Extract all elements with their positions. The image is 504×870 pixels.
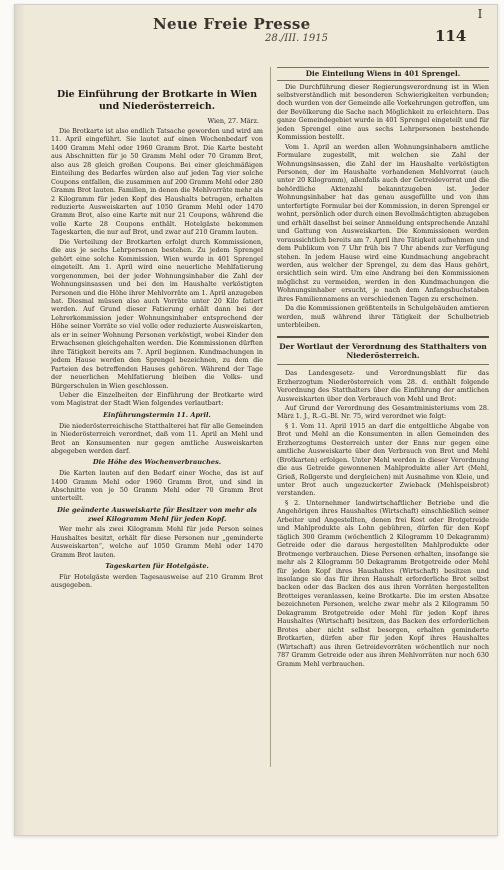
dateline: Wien, 27. März. <box>207 116 259 125</box>
paragraph: Ueber die Einzelheiten der Einführung der Brotkarte wird vom Magistrat der Stadt Wien folgendes verlautbart: <box>51 391 263 408</box>
section-title: Der Wortlaut der Verordnung des Statthalters von Niederösterreich. <box>279 341 487 360</box>
subheading: Die Höhe des Wochenverbrauches. <box>92 458 222 467</box>
handwritten-date: 28./III. 1915 <box>265 33 328 44</box>
paragraph: Die Brotkarte ist also endlich Tatsache geworden und wird am 11. April eingeführt. Sie lautet auf einen Wochenbedarf von 1400 Gramm Mehl oder 1960 Gramm Brot. Die Karte besteht aus Abschnitten für je 50 Gramm Mehl oder 70 Gramm Brot, also aus 28 gleich großen Coupons. Bei einer gleichmäßigen Einteilung des Bedarfes würden also auf jeden Tag vier solche Coupons entfallen, die zusammen auf 200 Gramm Mehl oder 280 Gramm Brot lauten. Familien, in denen die Mehlvorräte mehr als 2 Kilogramm für jeden Kopf des Haushalts betragen, erhalten reduzierte Ausweiskarten auf 1050 Gramm Mehl oder 1470 Gramm Brot, also eine Karte mit nur 21 Coupons, während die volle Karte 28 Coupons enthält. Hotelgäste bekommen Tageskarten, die nur auf Brot, und zwar auf 210 Gramm lauten. <box>51 126 263 237</box>
paragraph: Da die Kommissionen größtenteils in Schulgebäuden amtieren werden, muß während ihrer Tätigkeit der Schulbetrieb unterbleiben. <box>277 304 489 330</box>
paragraph: Auf Grund der Verordnung des Gesamtministeriums vom 28. März 1. J., R.-G.-Bl. Nr. 75, wird verordnet wie folgt: <box>277 403 489 421</box>
right-column <box>277 67 489 669</box>
paragraph: § 1. Vom 11. April 1915 an darf die entgeltliche Abgabe von Brot und Mehl an die Konsumenten in allen Gemeinden des Erzherzogtums Oesterreich unter der Enns nur gegen eine amtliche Ausweiskarte über den Verbrauch von Brot und Mehl (Brotkarten) erfolgen. Unter Mehl werden in dieser Verordnung die aus Getreide gewonnenen Mahlprodukte aller Art (Mehl, Grieß, Rollgerste und dergleichen) mit Ausnahme von Kleie, und unter Brot auch ungezuckerter Zwieback (Mehlspeisbrot) verstanden. <box>277 421 489 498</box>
subheading: Die geänderte Ausweiskarte für Besitzer von mehr als zwei Kilogramm Mehl für jeden Kopf. <box>57 505 257 523</box>
paragraph: Wer mehr als zwei Kilogramm Mehl für jede Person seines Haushaltes besitzt, erhält für diese Personen nur „geminderte Ausweiskarten“, welche auf 1050 Gramm Mehl oder 1470 Gramm Brot lauten. <box>51 525 263 559</box>
paragraph: Vom 1. April an werden allen Wohnungsinhabern amtliche Formulare zugestellt, mit welchen sie Zahl der Wohnungsinsassen, die Zahl der im Haushalte verköstigten Personen, der im Haushalte vorhandenen Mehlvorrat (auch unter 20 Kilogramm), allenfalls auch der Getreidevorrat und die behördliche Aktenzahl bekanntzugeben ist. Jeder Wohnungsinhaber hat das genau ausgefüllte und von ihm unterfertigte Formular bei der Kommission, in deren Sprengel er wohnt, persönlich oder durch einen Bevollmächtigten abzugeben und erhält daselbst bei seiner Anmeldung entsprechende Anzahl und Gattung von Ausweiskarten. Die Kommissionen werden voraussichtlich bereits am 7. April ihre Tätigkeit aufnehmen und dem Publikum von 7 Uhr früh bis 7 Uhr abends zur Verfügung stehen. In jedem Hause wird eine Kundmachung angebracht werden, aus welcher der Sprengel, zu dem das Haus gehört, ersichtlich sein wird. Um eine Andrang bei den Kommissionen möglichst zu vermeiden, werden in den Kundmachungen die Wohnungsinhaber ersucht, je nach dem Anfangsbuchstaben ihres Familiennamens an verschiedenen Tagen zu erscheinen. <box>277 142 489 303</box>
masthead <box>15 5 497 65</box>
paragraph: Die niederösterreichische Statthalterei hat für alle Gemeinden in Niederösterreich verordnet, daß vom 11. April an Mehl und Brot an Konsumenten nur gegen amtliche Ausweiskarten abgegeben werden darf. <box>51 421 263 455</box>
left-column <box>51 71 263 591</box>
paper-name: Neue Freie Presse <box>153 15 311 33</box>
page-number: 114 <box>435 27 467 45</box>
paragraph: Die Karten lauten auf den Bedarf einer Woche, das ist auf 1400 Gramm Mehl oder 1960 Gramm Brot, und sind in Abschnitte von je 50 Gramm Mehl oder 70 Gramm Brot unterteilt. <box>51 469 263 503</box>
clipping-shadow-edge <box>15 5 25 835</box>
section-rule <box>277 336 489 338</box>
newspaper-clipping <box>14 4 498 836</box>
section-title: Die Einteilung Wiens in 401 Sprengel. <box>277 67 489 81</box>
paragraph: Die Durchführung dieser Regierungsverordnung ist in Wien selbstverständlich mit besonderen Schwierigkeiten verbunden; doch wurden von der Gemeinde alle Vorkehrungen getroffen, um der Bevölkerung die Sache nach Möglichkeit zu erleichtern. Das ganze Gemeindegebiet wurde in 401 Sprengel eingeteilt und für jeden Sprengel eine aus sechs Lehrpersonen bestehende Kommission bestellt. <box>277 82 489 142</box>
section-rule <box>277 364 489 365</box>
paragraph: Die Verteilung der Brotkarten erfolgt durch Kommissionen, die aus je sechs Lehrpersonen bestehen. Zu jedem Sprengel gehört eine solche Kommission. Wien wurde in 401 Sprengel eingeteilt. Am 1. April wird eine neuerliche Mehlfatierung vorgenommen, bei der jeder Wohnungsinhaber die Zahl der Wohnungsinsassen und bei den im Haushalte verköstigten Personen und die Höhe ihrer Mehlvorräte am 1. April anzugeben hat. Diesmal müssen also auch Vorräte unter 20 Kilo fatiert werden. Auf Grund dieser Fatierung erhält dann bei der Lehrerkommission jeder Wohnungsinhaber entsprechend der Höhe seiner Vorräte so viel volle oder reduzierte Ausweiskarten, als er in seiner Wohnung Personen verköstigt, wobei Kinder den Erwachsenen gleichgehalten werden. Die Kommissionen dürften ihre Tätigkeit bereits am 7. April beginnen. Kundmachungen in jedem Hause werden den Sprengel bezeichnen, zu dem die Parteien des betreffenden Hauses gehören. Während der Tage der neuerlichen Mehlfatierung bleiben die Volks- und Bürgerschulen in Wien geschlossen. <box>51 237 263 390</box>
paragraph: Das Landesgesetz- und Verordnungsblatt für das Erzherzogtum Niederösterreich vom 28. d. enthält folgende Verordnung des Statthalters über die Einführung der amtlichen Ausweiskarten über den Verbrauch von Mehl und Brot: <box>277 369 489 403</box>
column-divider <box>270 67 271 767</box>
subheading: Einführungstermin 11. April. <box>103 410 211 419</box>
subheading: Tageskarten für Hotelgäste. <box>105 562 209 571</box>
paragraph: § 2. Unternehmer landwirtschaftlicher Betriebe und die Angehörigen ihres Haushaltes (Wirtschaft) einschließlich seiner Arbeiter und Angestellten, denen frei Kost oder Brotgetreide und Mahlprodukte als Lohn gebühren, dürfen für den Kopf täglich 300 Gramm (wöchentlich 2 Kilogramm 10 Dekagramm) Getreide oder die daraus hergestellten Mahlprodukte oder Brotmenge verbrauchen. Diese Personen erhalten, insofange sie mehr als 2 Kilogramm 50 Dekagramm Brotgetreide oder Mehl für jeden Kopf ihres Haushaltes (Wirtschaft) besitzen und insolange sie das für ihren Haushalt erforderliche Brot selbst backen oder das Backen des aus ihren Vorräten hergestellten Brotteiges veranlassen, keine Brotkarte. Die im ersten Absatze bezeichneten Personen, welche zwar mehr als 2 Kilogramm 50 Dekagramm Brotgetreide oder Mehl für jeden Kopf ihres Haushaltes (Wirtschaft) besitzen, das Backen des erforderlichen Brotes aber nicht selbst besorgen, erhalten geminderte Brotkarten, dürfen aber für jeden Kopf ihres Haushaltes (Wirtschaft) aus ihren Getreidevorräten wöchentlich nur noch 787 Gramm Getreide oder aus ihren Mehlvorräten nur noch 630 Gramm Mehl verbrauchen. <box>277 498 489 668</box>
article-title: Die Einführung der Brotkarte in Wien und Niederösterreich. <box>56 89 258 112</box>
corner-mark: I <box>477 7 483 21</box>
paragraph: Für Hotelgäste werden Tagesausweise auf 210 Gramm Brot ausgegeben. <box>51 572 263 590</box>
